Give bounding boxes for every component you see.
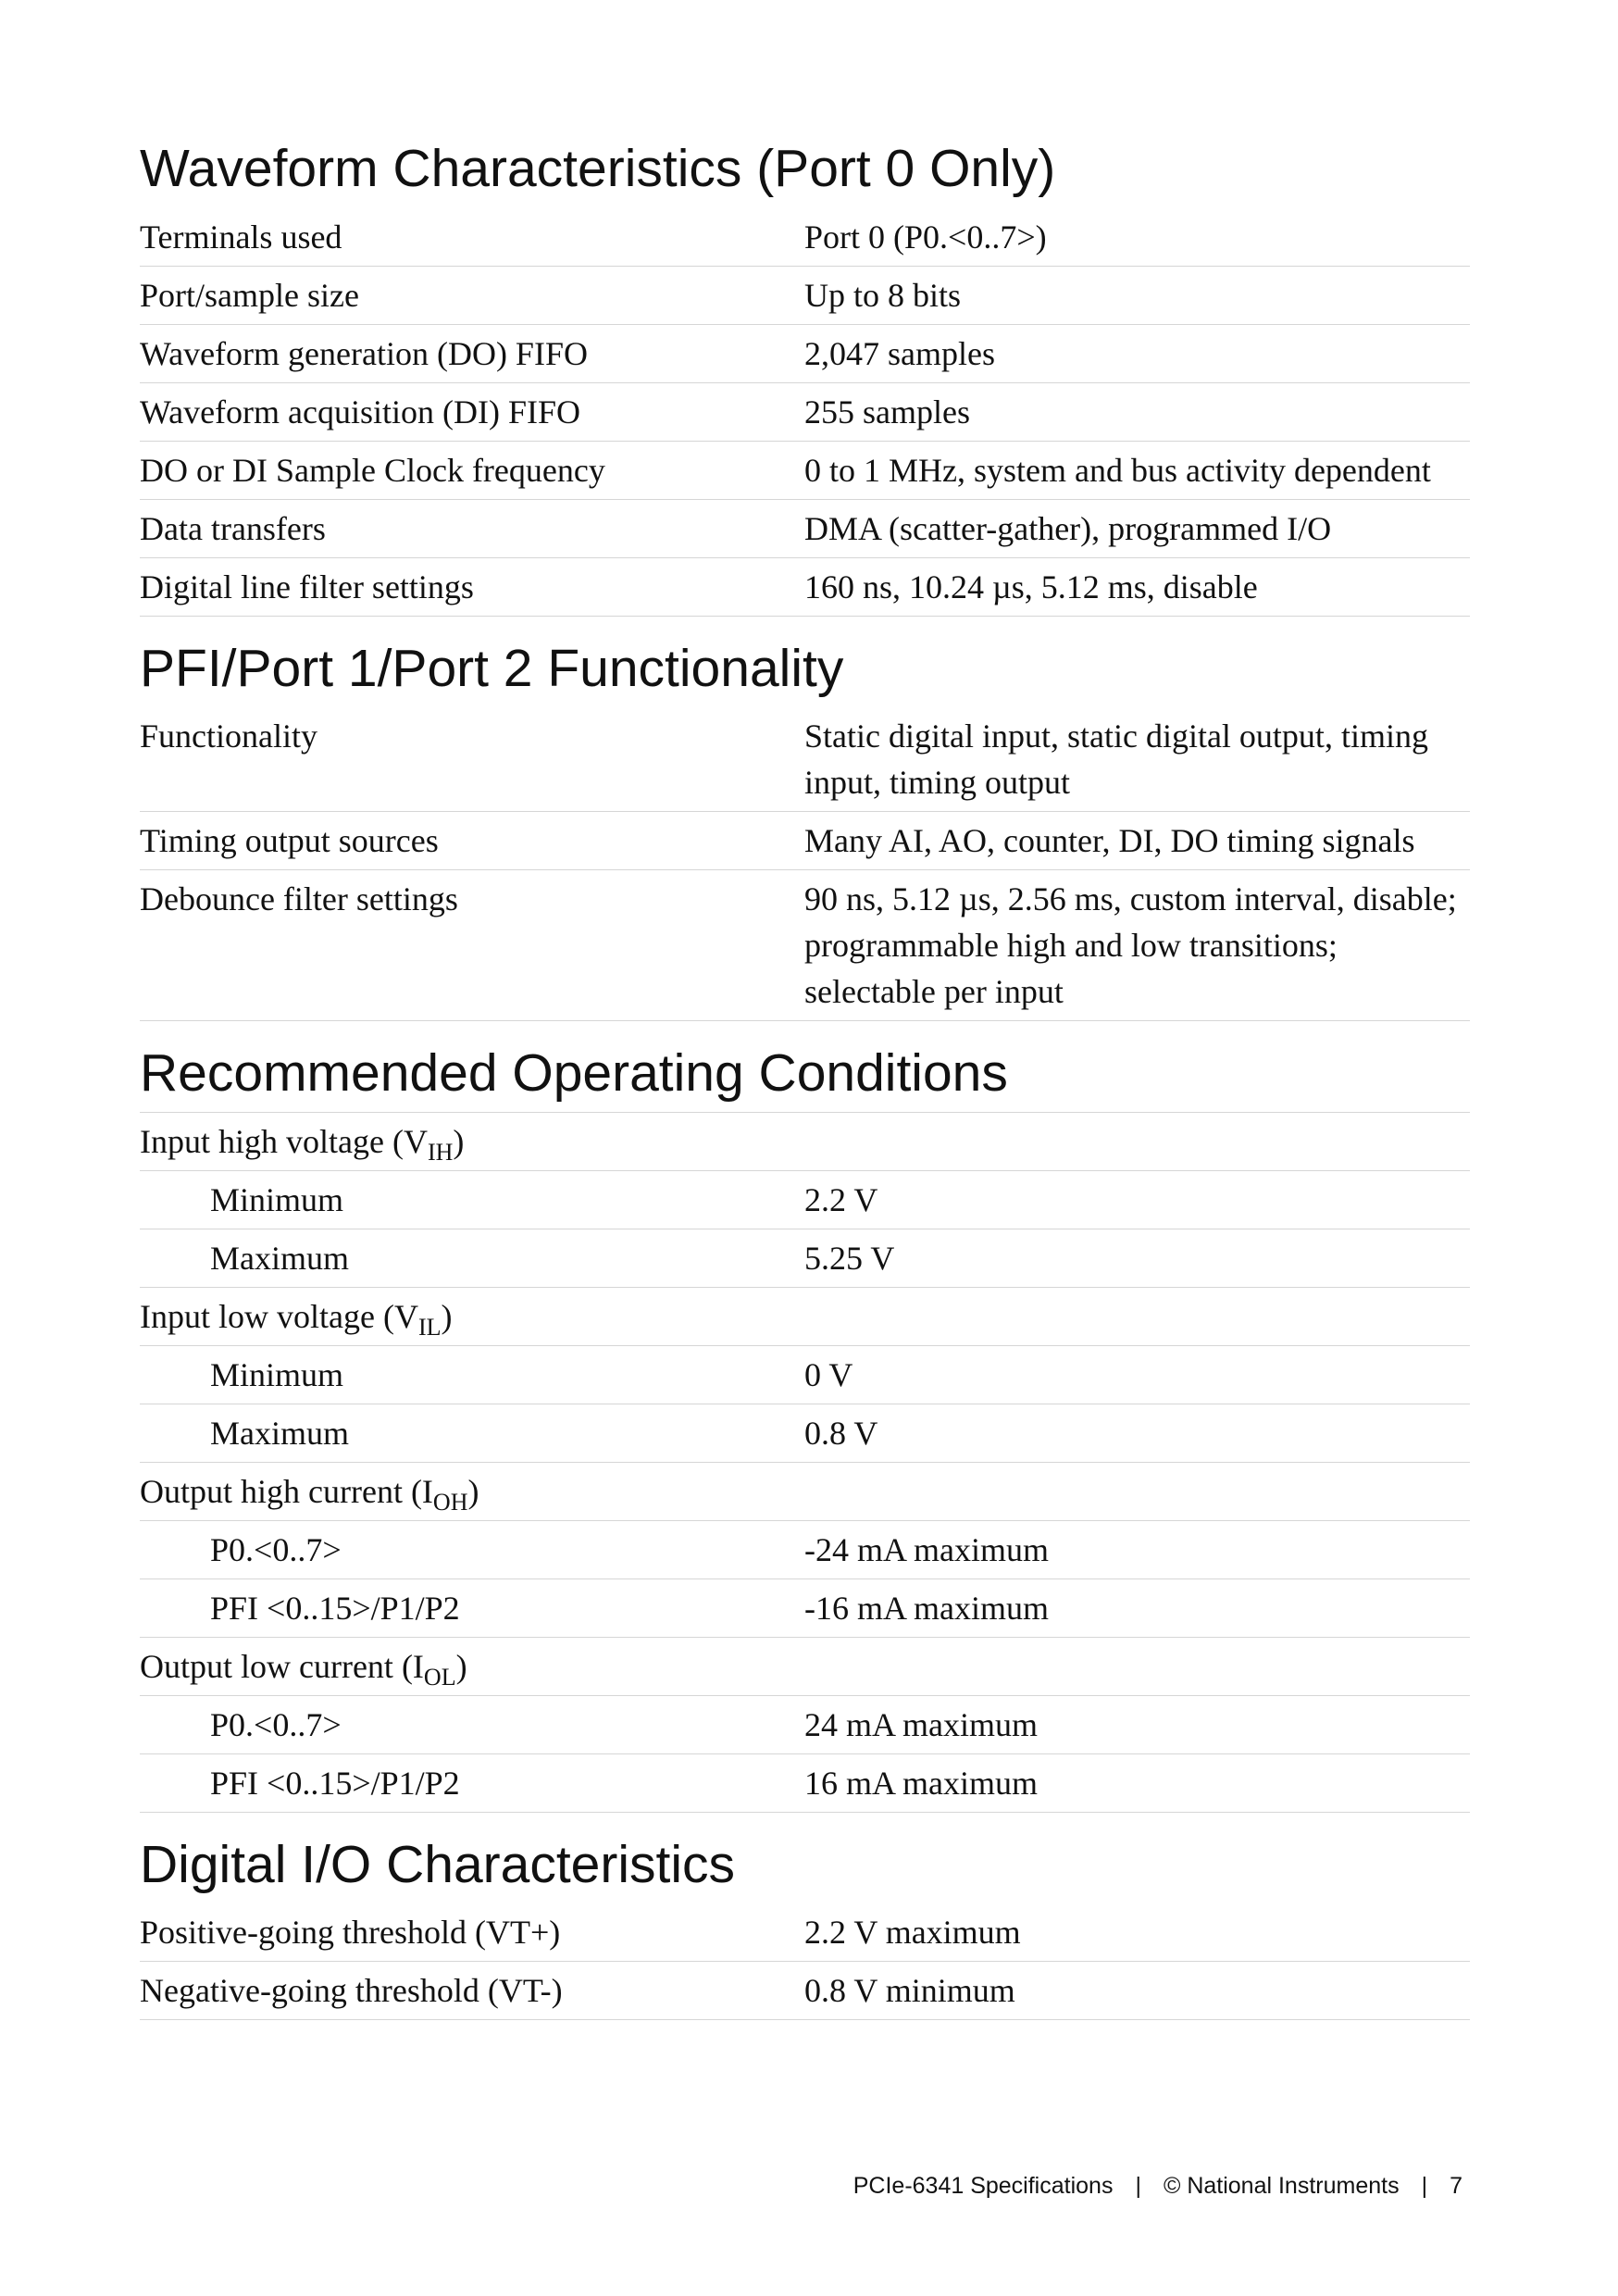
footer-separator: | xyxy=(1135,2173,1141,2199)
section-title: Digital I/O Characteristics xyxy=(140,1834,736,1894)
spec-label: PFI <0..15>/P1/P2 xyxy=(140,1578,804,1637)
table-row xyxy=(140,1229,1470,1287)
table-row xyxy=(140,1903,1470,1962)
section-title: PFI/Port 1/Port 2 Functionality xyxy=(140,638,844,698)
table-row xyxy=(140,1345,1470,1404)
spec-value: 0 to 1 MHz, system and bus activity dependent xyxy=(804,441,1470,499)
table-row xyxy=(140,1170,1470,1229)
page-footer xyxy=(853,2173,1462,2200)
spec-label: Maximum xyxy=(140,1404,804,1462)
spec-label: PFI <0..15>/P1/P2 xyxy=(140,1753,804,1812)
spec-label: Waveform generation (DO) FIFO xyxy=(140,324,804,382)
table-row xyxy=(140,557,1470,616)
table-row xyxy=(140,324,1470,382)
group-label: Input high voltage $(V_{IH})$ xyxy=(140,1112,804,1170)
spec-value: Up to 8 bits xyxy=(804,266,1470,324)
group-row xyxy=(140,1287,1470,1345)
section-digital-io-characteristics xyxy=(140,1835,1470,2021)
table-row xyxy=(140,441,1470,499)
table-row xyxy=(140,1753,1470,1812)
spec-label: Port/sample size xyxy=(140,266,804,324)
spec-value: Many AI, AO, counter, DI, DO timing signals xyxy=(804,812,1470,870)
spec-label: DO or DI Sample Clock frequency xyxy=(140,441,804,499)
spec-label: Digital line filter settings xyxy=(140,557,804,616)
spec-value: 0.8 V minimum xyxy=(804,1962,1470,2020)
table-row xyxy=(140,499,1470,557)
section-pfi-functionality xyxy=(140,639,1470,1022)
spec-label: Debounce filter settings xyxy=(140,870,804,1021)
table-row xyxy=(140,1520,1470,1578)
table-row xyxy=(140,870,1470,1021)
spec-label: Functionality xyxy=(140,707,804,812)
section-title: Waveform Characteristics (Port 0 Only) xyxy=(140,139,1056,198)
section-waveform-characteristics xyxy=(140,139,1470,617)
table-row xyxy=(140,812,1470,870)
spec-label: P0.<0..7> xyxy=(140,1520,804,1578)
table-row xyxy=(140,1404,1470,1462)
table-row xyxy=(140,382,1470,441)
footer-separator: | xyxy=(1421,2173,1428,2199)
table-row xyxy=(140,1695,1470,1753)
spec-page xyxy=(140,139,1470,2020)
spec-value: 16 mA maximum xyxy=(804,1753,1470,1812)
spec-value: 255 samples xyxy=(804,382,1470,441)
spec-label: Maximum xyxy=(140,1229,804,1287)
spec-value: DMA (scatter-gather), programmed I/O xyxy=(804,499,1470,557)
spec-label: Terminals used xyxy=(140,208,804,267)
group-label: Output high current $(I_{OH})$ xyxy=(140,1462,804,1520)
group-row xyxy=(140,1462,1470,1520)
spec-label: Waveform acquisition (DI) FIFO xyxy=(140,382,804,441)
footer-doc-title: PCIe-6341 Specifications xyxy=(853,2173,1114,2199)
spec-value: 0.8 V xyxy=(804,1404,1470,1462)
spec-value: 2,047 samples xyxy=(804,324,1470,382)
table-row xyxy=(140,1578,1470,1637)
spec-table xyxy=(140,208,1470,617)
section-recommended-operating-conditions xyxy=(140,1043,1470,1813)
spec-value: 0 V xyxy=(804,1345,1470,1404)
group-label: Input low voltage $(V_{IL})$ xyxy=(140,1287,804,1345)
spec-value: 2.2 V xyxy=(804,1170,1470,1229)
table-row xyxy=(140,707,1470,812)
group-row xyxy=(140,1637,1470,1695)
spec-label: Negative-going threshold (VT-) xyxy=(140,1962,804,2020)
spec-value: -16 mA maximum xyxy=(804,1578,1470,1637)
page-number: 7 xyxy=(1450,2173,1462,2199)
table-row xyxy=(140,1962,1470,2020)
spec-value: 2.2 V maximum xyxy=(804,1903,1470,1962)
spec-label: Data transfers xyxy=(140,499,804,557)
table-row xyxy=(140,208,1470,267)
spec-label: Positive-going threshold (VT+) xyxy=(140,1903,804,1962)
spec-label: Minimum xyxy=(140,1345,804,1404)
spec-table xyxy=(140,707,1470,1021)
spec-value: -24 mA maximum xyxy=(804,1520,1470,1578)
spec-table xyxy=(140,1903,1470,2020)
footer-company: © National Instruments xyxy=(1163,2173,1400,2199)
spec-value: 5.25 V xyxy=(804,1229,1470,1287)
spec-value: Static digital input, static digital output, timing input, timing output xyxy=(804,707,1470,812)
group-row xyxy=(140,1112,1470,1170)
spec-value: 160 ns, 10.24 µs, 5.12 ms, disable xyxy=(804,557,1470,616)
table-row xyxy=(140,266,1470,324)
spec-value: Port 0 (P0.<0..7>) xyxy=(804,208,1470,267)
spec-label: P0.<0..7> xyxy=(140,1695,804,1753)
group-label: Output low current $(I_{OL})$ xyxy=(140,1637,804,1695)
section-title: Recommended Operating Conditions xyxy=(140,1043,1008,1104)
spec-value: 90 ns, 5.12 µs, 2.56 ms, custom interval, disable; programmable high and low transitions; selectable per input xyxy=(804,870,1470,1021)
spec-label: Minimum xyxy=(140,1170,804,1229)
spec-value: 24 mA maximum xyxy=(804,1695,1470,1753)
spec-label: Timing output sources xyxy=(140,812,804,870)
spec-table xyxy=(140,1112,1470,1813)
